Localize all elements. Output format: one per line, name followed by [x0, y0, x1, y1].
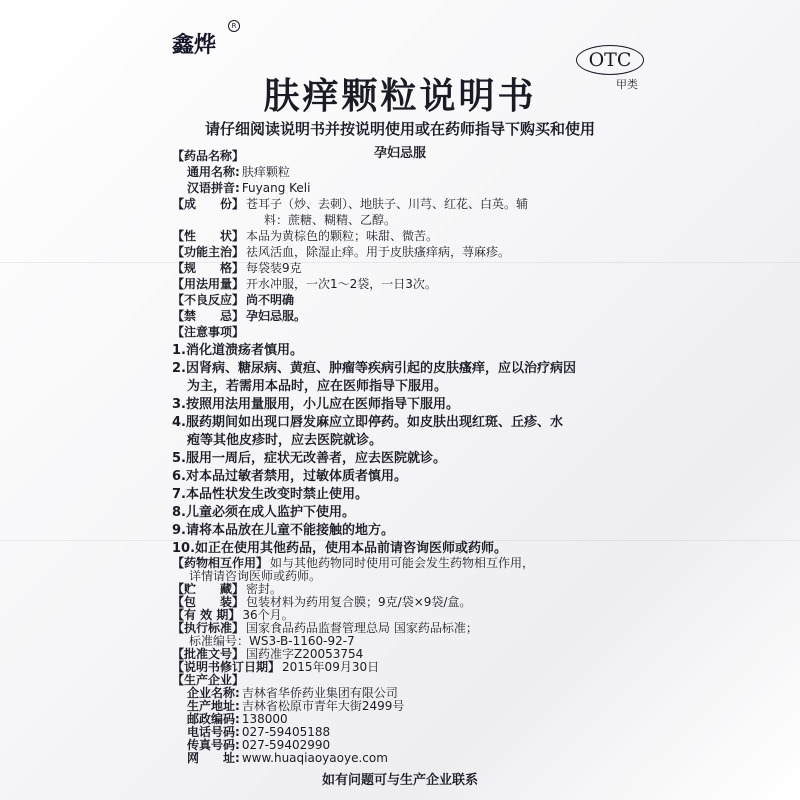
ingredients-row-continued: 料：蔗糖、糊精、乙醇。 [264, 213, 397, 227]
precaution-item: 7.本品性状发生改变时禁止使用。 [172, 487, 368, 502]
website-row [187, 752, 388, 765]
precaution-item: 6.对本品过敏者禁用，过敏体质者慎用。 [172, 469, 407, 484]
otc-badge: OTC [576, 45, 644, 75]
indications-row: 【功能主治】 祛风活血，除湿止痒。用于皮肤瘙痒病，荨麻疹。 [172, 245, 511, 259]
approval-row: 【批准文号】 国药准字Z20053754 [172, 647, 364, 661]
section-manufacturer: 【生产企业】 [172, 673, 245, 687]
interactions-row-continued: 详情请咨询医师或药师。 [189, 569, 322, 583]
manufacturer-address-row: 生产地址: 吉林省松原市青年大街2499号 [187, 699, 405, 713]
closing-note: 如有问题可与生产企业联系 [321, 773, 478, 788]
phone-row-value: 027-59405188 [241, 725, 331, 739]
adverse-row: 【不良反应】 尚不明确 [172, 293, 295, 307]
pregnancy-warning: 孕妇忌服 [373, 146, 426, 161]
dosage-row: 【用法用量】 开水冲服，一次1～2袋，一日3次。 [172, 277, 437, 291]
interactions-row: 【药物相互作用】 如与其他药物同时使用可能会发生药物相互作用， [172, 556, 535, 570]
precaution-item: 8.儿童必须在成人监护下使用。 [172, 505, 355, 520]
storage-row: 【贮 藏】 密封。 [172, 582, 283, 596]
paper-fold [0, 262, 800, 263]
ingredients-row: 【成 份】 苍耳子（炒、去刺）、地肤子、川芎、红花、白英。辅 [172, 197, 529, 211]
page-title: 肤痒颗粒说明书 [263, 76, 537, 117]
precaution-item: 1.消化道溃疡者慎用。 [172, 343, 303, 358]
precaution-item: 为主，若需用本品时，应在医师指导下服用。 [187, 379, 448, 394]
revision-row: 【说明书修订日期】 2015年09月30日 [172, 660, 380, 674]
registered-mark: R [228, 20, 240, 32]
section-precautions: 【注意事项】 [172, 325, 245, 339]
fax-row-label: 传真号码: [187, 738, 240, 752]
specification-row: 【规 格】 每袋装9克 [172, 261, 302, 275]
precaution-item: 疱等其他皮疹时，应去医院就诊。 [187, 433, 383, 448]
website-row-label: 网 址: [187, 751, 240, 765]
validity-row: 【有 效 期】 36个月。 [172, 608, 294, 622]
postcode-row-value: 138000 [241, 712, 288, 726]
otc-grade: 甲类 [616, 78, 638, 91]
brand-logo: 鑫烨 [172, 32, 217, 58]
phone-row-label: 电话号码: [187, 725, 240, 739]
standard-row-continued: 标准编号：WS3-B-1160-92-7 [189, 634, 355, 648]
manufacturer-name-row: 企业名称: 吉林省华侨药业集团有限公司 [187, 686, 398, 700]
common-name-row: 通用名称: 肤痒颗粒 [187, 165, 290, 179]
precaution-item: 9.请将本品放在儿童不能接触的地方。 [172, 523, 394, 538]
contraindications-row: 【禁 忌】 孕妇忌服。 [172, 309, 307, 323]
usage-instruction: 请仔细阅读说明书并按说明使用或在药师指导下购买和使用 [204, 120, 595, 138]
standard-row: 【执行标准】 国家食品药品监督管理总局 国家药品标准； [172, 621, 478, 635]
precaution-item: 5.服用一周后，症状无改善者，应去医院就诊。 [172, 451, 446, 466]
precaution-item: 3.按照用法用量服用，小儿应在医师指导下服用。 [172, 397, 459, 412]
postcode-row-label: 邮政编码: [187, 712, 240, 726]
section-drug-name: 【药品名称】 [172, 149, 245, 163]
precaution-item: 4.服药期间如出现口唇发麻应立即停药。如皮肤出现红斑、丘疹、水 [172, 415, 563, 430]
fax-row-value: 027-59402990 [241, 738, 331, 752]
precaution-item: 10.如正在使用其他药品，使用本品前请咨询医师或药师。 [172, 541, 508, 556]
pinyin-row: 汉语拼音: Fuyang Keli [187, 181, 311, 195]
package-row: 【包 装】 包装材料为药用复合膜；9克/袋×9袋/盒。 [172, 595, 472, 609]
properties-row: 【性 状】 本品为黄棕色的颗粒；味甜、微苦。 [172, 229, 439, 243]
precaution-item: 2.因肾病、糖尿病、黄疸、肿瘤等疾病引起的皮肤瘙痒，应以治疗病因 [172, 361, 576, 376]
website-row-value: www.huaqiaoyaoye.com [241, 751, 388, 765]
